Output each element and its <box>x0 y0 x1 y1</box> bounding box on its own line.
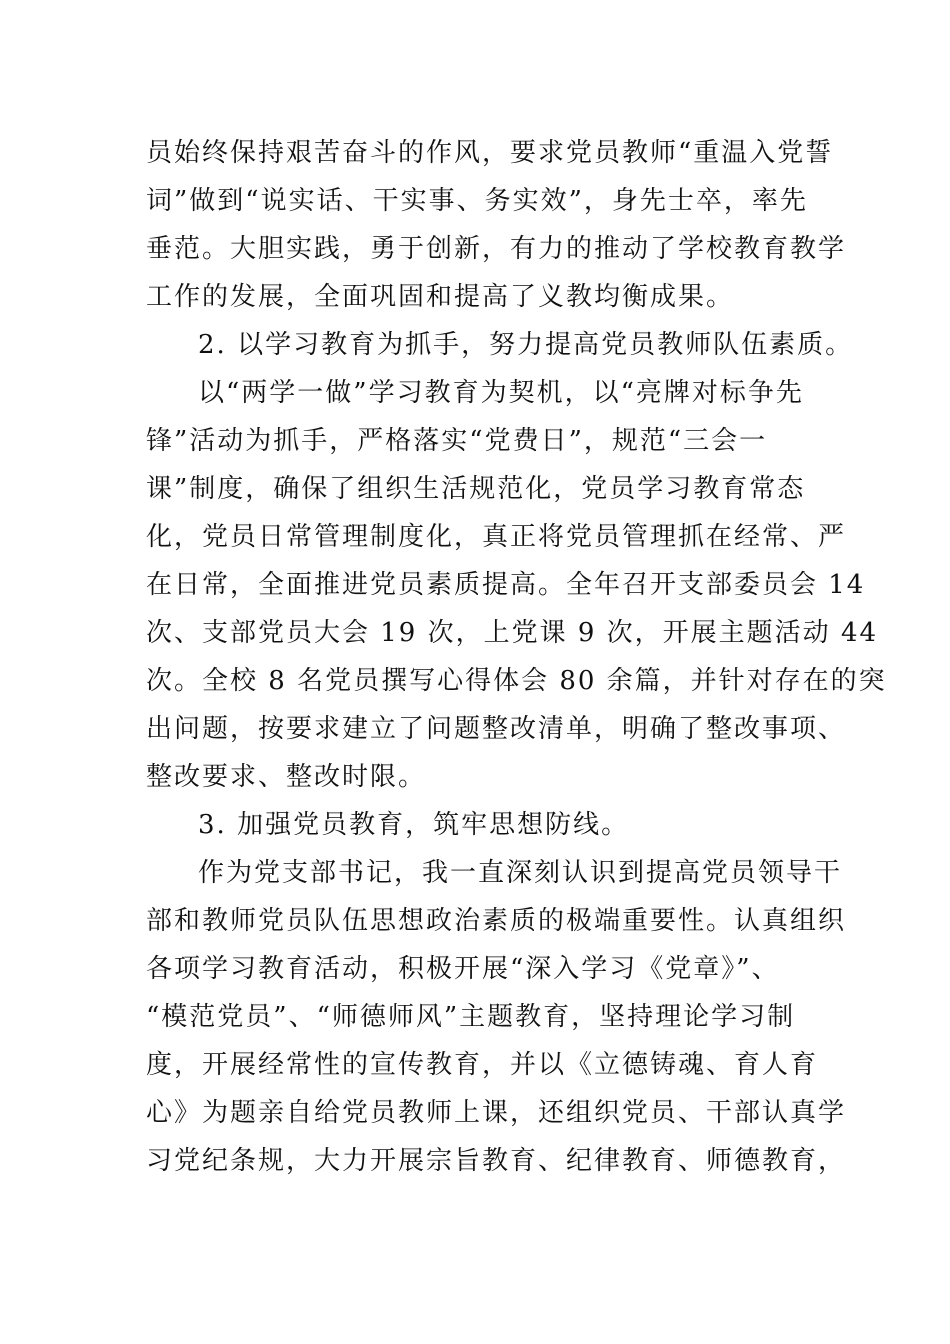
text-line: 作为党支部书记，我一直深刻认识到提高党员领导干 <box>198 858 843 888</box>
text-line: 词”做到“说实话、干实事、务实效”，身先士卒，率先 <box>146 186 808 216</box>
text-line: 以“两学一做”学习教育为契机，以“亮牌对标争先 <box>198 378 804 408</box>
text-line: 垂范。大胆实践，勇于创新，有力的推动了学校教育教学 <box>146 234 847 264</box>
text-line: 各项学习教育活动，积极开展“深入学习《党章》”、 <box>146 954 780 984</box>
text-line: 出问题，按要求建立了问题整改清单，明确了整改事项、 <box>146 714 847 744</box>
text-line: 工作的发展，全面巩固和提高了义教均衡成果。 <box>146 282 735 312</box>
text-line: 整改要求、整改时限。 <box>146 762 427 792</box>
text-line: 心》为题亲自给党员教师上课，还组织党员、干部认真学 <box>146 1098 847 1128</box>
text-line: 锋”活动为抓手，严格落实“党费日”，规范“三会一 <box>146 426 768 456</box>
text-line: 次、支部党员大会 19 次，上党课 9 次，开展主题活动 44 <box>146 618 879 648</box>
text-line: 习党纪条规，大力开展宗旨教育、纪律教育、师德教育， <box>146 1146 847 1176</box>
text-line: 度，开展经常性的宣传教育，并以《立德铸魂、育人育 <box>146 1050 819 1080</box>
section-heading: 2. 以学习教育为抓手，努力提高党员教师队伍素质。 <box>198 330 854 360</box>
section-heading: 3. 加强党员教育，筑牢思想防线。 <box>198 810 630 840</box>
text-line: 部和教师党员队伍思想政治素质的极端重要性。认真组织 <box>146 906 847 936</box>
text-line: 课”制度，确保了组织生活规范化，党员学习教育常态 <box>146 474 806 504</box>
text-line: 化，党员日常管理制度化，真正将党员管理抓在经常、严 <box>146 522 847 552</box>
text-line: 员始终保持艰苦奋斗的作风，要求党员教师“重温入党誓 <box>146 138 834 168</box>
text-line: 次。全校 8 名党员撰写心得体会 80 余篇，并针对存在的突 <box>146 666 887 696</box>
text-line: “模范党员”、“师德师风”主题教育，坚持理论学习制 <box>146 1002 796 1032</box>
text-line: 在日常，全面推进党员素质提高。全年召开支部委员会 14 <box>146 570 866 600</box>
